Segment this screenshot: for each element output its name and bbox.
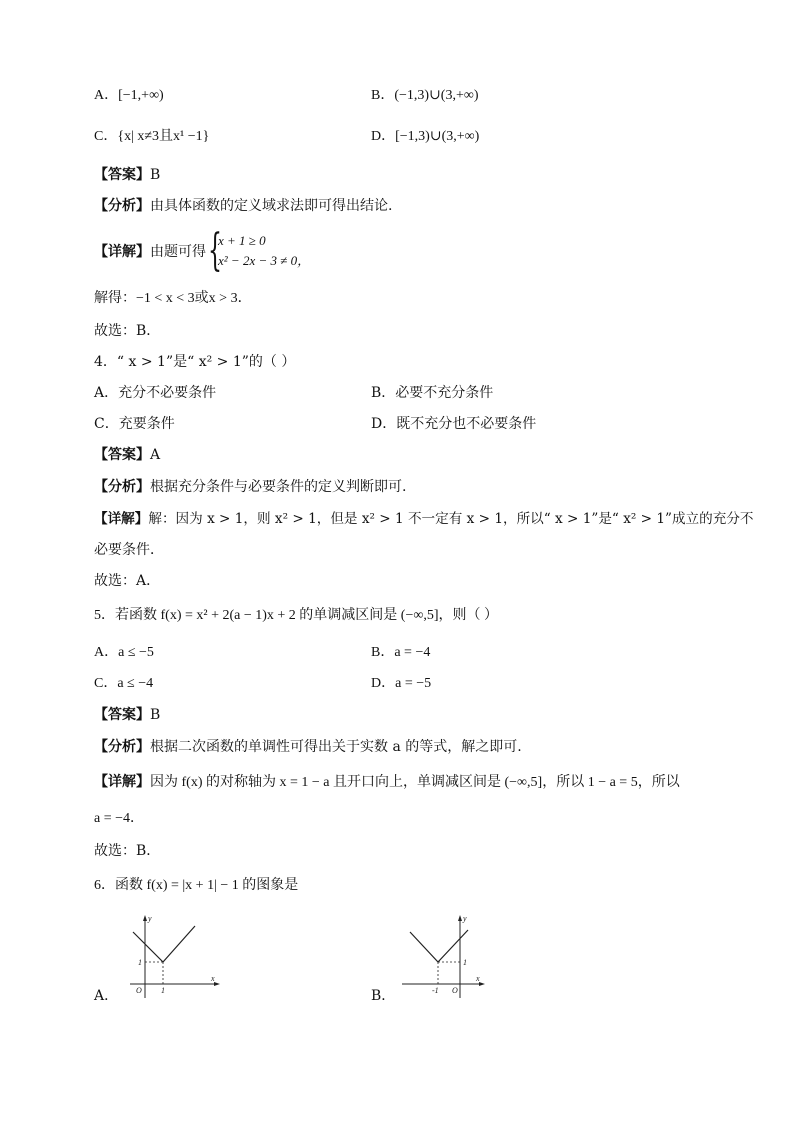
option-letter: D． xyxy=(371,129,396,144)
analysis-label: 【分析】 xyxy=(94,479,150,495)
q5-analysis xyxy=(94,737,522,757)
q5-option-a: A．a ≤ −5 xyxy=(94,645,154,660)
option-text: {x| x≠3且x¹ −1} xyxy=(117,129,210,144)
analysis-text: 由具体函数的定义域求法即可得出结论. xyxy=(150,198,393,214)
function-curve xyxy=(410,930,468,962)
function-curve xyxy=(133,926,195,962)
detail-lead: 由题可得 xyxy=(150,244,206,260)
equation-system xyxy=(218,231,310,271)
x-axis-arrow xyxy=(479,982,485,986)
y-label: y xyxy=(463,914,467,923)
q4-option-c: C．充要条件 xyxy=(94,416,175,432)
q4-option-a: A．充分不必要条件 xyxy=(94,385,217,401)
answer-value: B xyxy=(150,167,161,183)
q4-answer xyxy=(94,445,160,465)
q3-option-c xyxy=(94,127,209,147)
q3-analysis xyxy=(94,196,392,216)
y-axis-arrow xyxy=(458,915,462,921)
q4-detail-line-1 xyxy=(94,509,754,529)
tick-label-y: 1 xyxy=(463,958,467,967)
option-text: [−1,+∞) xyxy=(118,88,164,103)
q6-option-a-graph xyxy=(125,912,225,1002)
option-letter: B． xyxy=(371,88,395,103)
option-letter: A． xyxy=(94,88,119,103)
q4-analysis xyxy=(94,477,406,497)
tick-label-x: 1 xyxy=(161,986,165,995)
q4-option-b: B．必要不充分条件 xyxy=(371,385,494,401)
q5-answer xyxy=(94,705,160,725)
detail-label: 【详解】 xyxy=(94,511,149,527)
q5-detail-line-2: a = −4． xyxy=(94,811,145,826)
detail-text: 因为 f(x) 的对称轴为 x = 1 − a 且开口向上，单调减区间是 (−∞,5]，所以 1 − a = 5，所以 xyxy=(150,775,680,790)
q3-choose: 故选：B． xyxy=(94,323,161,339)
origin-label: O xyxy=(452,986,458,995)
detail-text: 解：因为 x > 1，则 x² > 1，但是 x² > 1 不一定有 x > 1，所以“ x > 1”是“ x² > 1”成立的充分不 xyxy=(148,511,754,527)
q3-answer xyxy=(94,165,160,185)
analysis-label: 【分析】 xyxy=(94,739,150,755)
analysis-text: 根据充分条件与必要条件的定义判断即可. xyxy=(150,479,407,495)
origin-label: O xyxy=(136,986,142,995)
q6-option-a-letter: A． xyxy=(94,988,119,1004)
y-label: y xyxy=(148,914,152,923)
tick-label-x: -1 xyxy=(432,986,439,995)
system-brace: { xyxy=(208,225,222,276)
q6-stem: 6．函数 f(x) = |x + 1| − 1 的图象是 xyxy=(94,878,299,893)
option-text: [−1,3)∪(3,+∞) xyxy=(395,129,480,144)
option-text: (−1,3)∪(3,+∞) xyxy=(394,88,479,103)
q3-option-b xyxy=(371,86,479,106)
q5-detail-line-1 xyxy=(94,773,680,793)
q5-option-c: C．a ≤ −4 xyxy=(94,676,154,691)
q4-choose: 故选：A． xyxy=(94,573,161,589)
q6-option-b-graph xyxy=(400,912,500,1002)
q3-option-d xyxy=(371,127,479,147)
answer-value: B xyxy=(150,707,161,723)
detail-label: 【详解】 xyxy=(94,244,150,260)
x-label: x xyxy=(211,974,215,983)
q4-stem: 4．“ x > 1”是“ x² > 1”的（ ） xyxy=(94,354,296,370)
tick-label-y: 1 xyxy=(138,958,142,967)
system-line-2: x² − 2x − 3 ≠ 0， xyxy=(218,253,311,268)
system-line-1: x + 1 ≥ 0 xyxy=(218,233,266,248)
q4-option-d: D．既不充分也不必要条件 xyxy=(371,416,537,432)
answer-label: 【答案】 xyxy=(94,707,150,723)
analysis-label: 【分析】 xyxy=(94,198,150,214)
q3-option-a xyxy=(94,86,164,106)
q5-option-d: D．a = −5 xyxy=(371,676,432,691)
q3-solution: 解得：−1 < x < 3或x > 3． xyxy=(94,291,252,306)
y-axis-arrow xyxy=(143,915,147,921)
option-letter: C． xyxy=(94,129,118,144)
q5-stem: 5．若函数 f(x) = x² + 2(a − 1)x + 2 的单调减区间是 (−∞,5]，则（ ） xyxy=(94,608,499,623)
answer-label: 【答案】 xyxy=(94,167,150,183)
q6-option-b-letter: B． xyxy=(371,988,396,1004)
detail-label: 【详解】 xyxy=(94,775,150,790)
x-axis-arrow xyxy=(214,982,220,986)
q5-option-b: B．a = −4 xyxy=(371,645,431,660)
q3-detail xyxy=(94,242,206,262)
answer-value: A xyxy=(150,447,161,463)
q5-choose: 故选：B． xyxy=(94,843,161,859)
analysis-text: 根据二次函数的单调性可得出关于实数 a 的等式，解之即可. xyxy=(150,739,522,755)
answer-label: 【答案】 xyxy=(94,447,150,463)
x-label: x xyxy=(476,974,480,983)
q4-detail-line-2: 必要条件． xyxy=(94,542,164,558)
